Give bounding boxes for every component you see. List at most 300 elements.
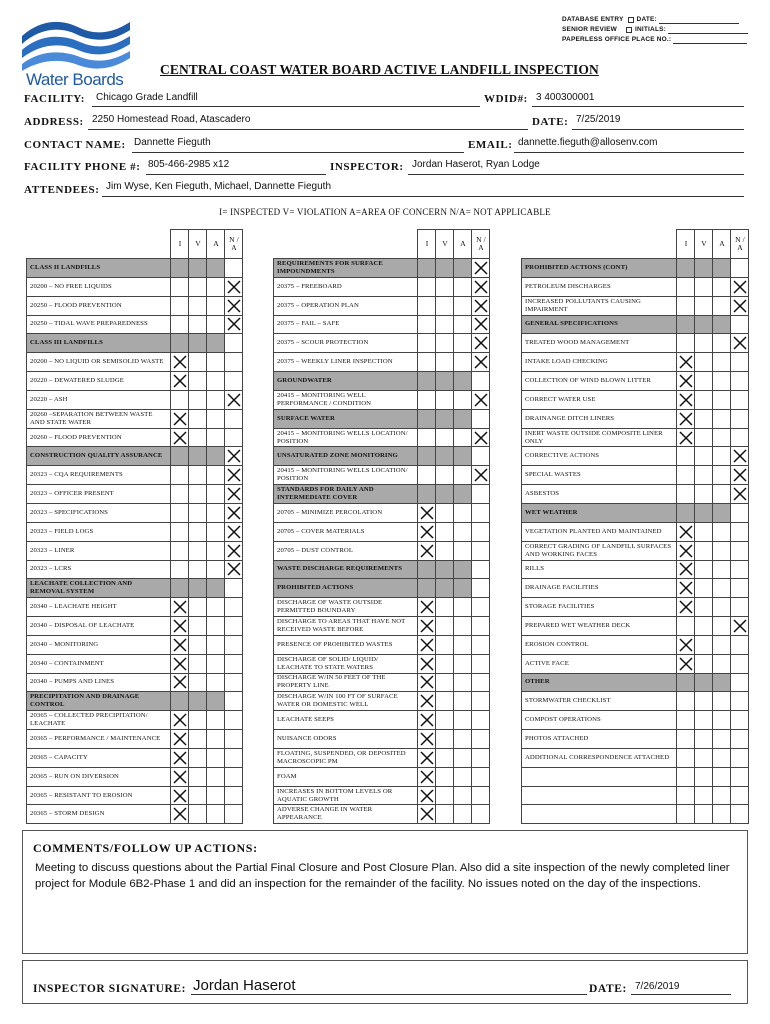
checkbox-i[interactable] [171,296,189,315]
checkbox-v[interactable] [189,635,207,654]
checkbox-v[interactable] [695,730,713,749]
checkbox-na[interactable] [731,560,749,579]
date-value[interactable]: 7/25/2019 [576,114,621,125]
checkbox-na[interactable] [472,635,490,654]
checkbox-i[interactable] [418,579,436,598]
checkbox-a[interactable] [207,579,225,598]
checkbox-i[interactable] [677,560,695,579]
checkbox-v[interactable] [695,277,713,296]
checkbox-na[interactable] [731,692,749,711]
checkbox-i[interactable] [418,315,436,334]
checkbox-v[interactable] [695,522,713,541]
checkbox-na[interactable] [225,617,243,636]
checkbox-i[interactable] [171,315,189,334]
checkbox-na[interactable] [472,730,490,749]
checkbox-a[interactable] [713,315,731,334]
checkbox-na[interactable] [731,654,749,673]
checkbox-a[interactable] [454,617,472,636]
checkbox-i[interactable] [171,711,189,730]
checkbox-na[interactable] [731,277,749,296]
checkbox-i[interactable] [171,466,189,485]
checkbox-a[interactable] [713,259,731,278]
checkbox-na[interactable] [225,767,243,786]
checkbox-v[interactable] [436,390,454,409]
checkbox-na[interactable] [472,315,490,334]
checkbox-i[interactable] [171,635,189,654]
checkbox-na[interactable] [225,522,243,541]
checkbox-na[interactable] [472,598,490,617]
checkbox-na[interactable] [472,560,490,579]
checkbox-v[interactable] [695,748,713,767]
checkbox-v[interactable] [189,673,207,692]
checkbox-a[interactable] [713,617,731,636]
checkbox-v[interactable] [436,617,454,636]
checkbox-v[interactable] [695,560,713,579]
checkbox-na[interactable] [225,579,243,598]
checkbox-i[interactable] [418,560,436,579]
checkbox-a[interactable] [207,786,225,805]
checkbox-i[interactable] [171,334,189,353]
checkbox-v[interactable] [695,259,713,278]
checkbox-v[interactable] [436,767,454,786]
checkbox-i[interactable] [418,503,436,522]
checkbox-a[interactable] [454,598,472,617]
checkbox-a[interactable] [207,673,225,692]
checkbox-a[interactable] [207,730,225,749]
checkbox-i[interactable] [418,409,436,428]
checkbox-i[interactable] [171,259,189,278]
checkbox-v[interactable] [436,447,454,466]
checkbox-na[interactable] [731,635,749,654]
checkbox-a[interactable] [207,447,225,466]
checkbox-na[interactable] [225,786,243,805]
checkbox-na[interactable] [731,805,749,824]
checkbox-na[interactable] [472,334,490,353]
checkbox-a[interactable] [713,447,731,466]
checkbox-na[interactable] [225,654,243,673]
checkbox-a[interactable] [713,730,731,749]
checkbox-v[interactable] [695,503,713,522]
checkbox-i[interactable] [171,730,189,749]
checkbox-na[interactable] [731,730,749,749]
contact-value[interactable]: Dannette Fieguth [134,137,211,148]
checkbox-a[interactable] [713,579,731,598]
checkbox-a[interactable] [454,315,472,334]
checkbox-v[interactable] [189,409,207,428]
checkbox-v[interactable] [436,485,454,504]
checkbox-na[interactable] [225,598,243,617]
checkbox-i[interactable] [677,767,695,786]
checkbox-v[interactable] [436,598,454,617]
checkbox-i[interactable] [418,711,436,730]
checkbox-v[interactable] [436,466,454,485]
checkbox-a[interactable] [207,654,225,673]
checkbox-a[interactable] [207,466,225,485]
checkbox-i[interactable] [677,730,695,749]
checkbox-v[interactable] [436,296,454,315]
checkbox-v[interactable] [189,617,207,636]
checkbox-v[interactable] [436,428,454,447]
checkbox-a[interactable] [207,617,225,636]
checkbox-a[interactable] [713,560,731,579]
inspector-value[interactable]: Jordan Haserot, Ryan Lodge [412,159,540,170]
checkbox-a[interactable] [207,372,225,391]
checkbox-na[interactable] [472,466,490,485]
checkbox-na[interactable] [472,692,490,711]
checkbox-i[interactable] [171,503,189,522]
checkbox-i[interactable] [677,353,695,372]
checkbox-na[interactable] [225,711,243,730]
checkbox-na[interactable] [731,259,749,278]
checkbox-v[interactable] [436,673,454,692]
checkbox-v[interactable] [436,748,454,767]
checkbox-i[interactable] [677,390,695,409]
checkbox-na[interactable] [472,711,490,730]
email-value[interactable]: dannette.fieguth@allosenv.com [518,137,658,148]
checkbox-v[interactable] [695,598,713,617]
checkbox-i[interactable] [418,635,436,654]
checkbox-v[interactable] [695,805,713,824]
checkbox-v[interactable] [695,466,713,485]
checkbox-na[interactable] [731,711,749,730]
checkbox-v[interactable] [695,579,713,598]
checkbox-na[interactable] [225,692,243,711]
checkbox-na[interactable] [472,428,490,447]
checkbox-a[interactable] [454,560,472,579]
checkbox-a[interactable] [454,786,472,805]
checkbox-a[interactable] [454,259,472,278]
checkbox-na[interactable] [472,296,490,315]
checkbox-v[interactable] [189,522,207,541]
checkbox-v[interactable] [436,353,454,372]
checkbox-v[interactable] [436,372,454,391]
checkbox-i[interactable] [171,353,189,372]
checkbox-i[interactable] [677,805,695,824]
checkbox-i[interactable] [677,503,695,522]
checkbox-na[interactable] [731,390,749,409]
checkbox-a[interactable] [454,485,472,504]
checkbox-na[interactable] [472,390,490,409]
checkbox-a[interactable] [207,692,225,711]
checkbox-v[interactable] [436,315,454,334]
checkbox-i[interactable] [677,673,695,692]
phone-value[interactable]: 805-466-2985 x12 [148,159,230,170]
checkbox-v[interactable] [436,503,454,522]
checkbox-na[interactable] [472,654,490,673]
checkbox-i[interactable] [418,654,436,673]
checkbox-i[interactable] [418,692,436,711]
checkbox-a[interactable] [713,466,731,485]
checkbox-a[interactable] [454,334,472,353]
checkbox-na[interactable] [472,579,490,598]
checkbox-a[interactable] [713,390,731,409]
checkbox-v[interactable] [436,692,454,711]
checkbox-i[interactable] [418,296,436,315]
checkbox-v[interactable] [436,541,454,560]
senior-review-checkbox[interactable] [626,27,632,33]
checkbox-a[interactable] [454,409,472,428]
checkbox-a[interactable] [454,277,472,296]
checkbox-v[interactable] [189,259,207,278]
checkbox-na[interactable] [225,541,243,560]
checkbox-i[interactable] [677,296,695,315]
checkbox-i[interactable] [171,390,189,409]
checkbox-v[interactable] [695,353,713,372]
checkbox-i[interactable] [418,259,436,278]
checkbox-v[interactable] [189,541,207,560]
checkbox-na[interactable] [731,409,749,428]
checkbox-i[interactable] [418,617,436,636]
checkbox-v[interactable] [436,730,454,749]
checkbox-v[interactable] [189,748,207,767]
checkbox-a[interactable] [207,635,225,654]
checkbox-a[interactable] [713,692,731,711]
checkbox-i[interactable] [677,466,695,485]
checkbox-i[interactable] [418,428,436,447]
checkbox-a[interactable] [454,579,472,598]
checkbox-v[interactable] [189,786,207,805]
checkbox-v[interactable] [436,805,454,824]
checkbox-i[interactable] [171,748,189,767]
checkbox-na[interactable] [472,503,490,522]
checkbox-i[interactable] [171,560,189,579]
checkbox-v[interactable] [189,711,207,730]
checkbox-i[interactable] [418,466,436,485]
checkbox-na[interactable] [472,617,490,636]
checkbox-na[interactable] [472,353,490,372]
checkbox-v[interactable] [189,805,207,824]
checkbox-i[interactable] [677,598,695,617]
checkbox-v[interactable] [695,541,713,560]
checkbox-na[interactable] [731,617,749,636]
checkbox-v[interactable] [189,730,207,749]
checkbox-i[interactable] [418,447,436,466]
checkbox-a[interactable] [207,428,225,447]
checkbox-na[interactable] [225,560,243,579]
checkbox-a[interactable] [454,353,472,372]
checkbox-v[interactable] [436,579,454,598]
checkbox-i[interactable] [171,598,189,617]
checkbox-na[interactable] [731,786,749,805]
checkbox-a[interactable] [713,786,731,805]
admin-date-line[interactable] [659,16,739,24]
checkbox-a[interactable] [207,805,225,824]
checkbox-a[interactable] [713,277,731,296]
checkbox-a[interactable] [207,522,225,541]
checkbox-a[interactable] [454,466,472,485]
checkbox-a[interactable] [454,635,472,654]
checkbox-v[interactable] [695,635,713,654]
checkbox-v[interactable] [189,353,207,372]
checkbox-a[interactable] [207,711,225,730]
checkbox-i[interactable] [171,673,189,692]
checkbox-i[interactable] [171,805,189,824]
checkbox-na[interactable] [225,296,243,315]
checkbox-v[interactable] [695,296,713,315]
checkbox-a[interactable] [207,485,225,504]
checkbox-a[interactable] [454,503,472,522]
checkbox-i[interactable] [171,485,189,504]
checkbox-v[interactable] [695,428,713,447]
checkbox-v[interactable] [189,485,207,504]
checkbox-a[interactable] [713,598,731,617]
checkbox-a[interactable] [207,767,225,786]
checkbox-na[interactable] [731,466,749,485]
checkbox-na[interactable] [731,541,749,560]
checkbox-v[interactable] [189,447,207,466]
checkbox-a[interactable] [713,428,731,447]
checkbox-na[interactable] [731,767,749,786]
checkbox-a[interactable] [454,390,472,409]
checkbox-v[interactable] [189,428,207,447]
checkbox-i[interactable] [418,748,436,767]
checkbox-na[interactable] [731,748,749,767]
paperless-line[interactable] [673,36,747,44]
checkbox-i[interactable] [171,372,189,391]
checkbox-a[interactable] [454,711,472,730]
checkbox-na[interactable] [225,503,243,522]
checkbox-v[interactable] [695,372,713,391]
checkbox-na[interactable] [731,447,749,466]
checkbox-v[interactable] [695,334,713,353]
checkbox-v[interactable] [695,767,713,786]
checkbox-na[interactable] [731,372,749,391]
checkbox-a[interactable] [207,296,225,315]
checkbox-i[interactable] [677,409,695,428]
checkbox-i[interactable] [171,541,189,560]
checkbox-i[interactable] [418,334,436,353]
checkbox-v[interactable] [436,786,454,805]
checkbox-na[interactable] [472,767,490,786]
checkbox-na[interactable] [225,428,243,447]
checkbox-a[interactable] [454,654,472,673]
checkbox-v[interactable] [189,692,207,711]
checkbox-v[interactable] [189,315,207,334]
checkbox-v[interactable] [189,767,207,786]
checkbox-i[interactable] [677,277,695,296]
checkbox-na[interactable] [225,805,243,824]
checkbox-a[interactable] [454,522,472,541]
checkbox-i[interactable] [677,748,695,767]
checkbox-i[interactable] [677,692,695,711]
checkbox-i[interactable] [677,447,695,466]
checkbox-i[interactable] [677,372,695,391]
checkbox-i[interactable] [418,598,436,617]
checkbox-v[interactable] [436,277,454,296]
checkbox-na[interactable] [472,673,490,692]
checkbox-v[interactable] [436,560,454,579]
checkbox-i[interactable] [171,409,189,428]
checkbox-i[interactable] [171,277,189,296]
checkbox-a[interactable] [207,503,225,522]
checkbox-a[interactable] [713,654,731,673]
checkbox-na[interactable] [225,485,243,504]
checkbox-a[interactable] [207,390,225,409]
checkbox-v[interactable] [436,635,454,654]
checkbox-v[interactable] [695,485,713,504]
checkbox-na[interactable] [225,748,243,767]
checkbox-v[interactable] [695,673,713,692]
checkbox-i[interactable] [171,767,189,786]
checkbox-v[interactable] [189,296,207,315]
checkbox-na[interactable] [225,277,243,296]
checkbox-a[interactable] [713,296,731,315]
checkbox-na[interactable] [472,805,490,824]
checkbox-v[interactable] [695,315,713,334]
checkbox-i[interactable] [418,390,436,409]
checkbox-a[interactable] [454,748,472,767]
checkbox-na[interactable] [472,748,490,767]
comments-text[interactable]: Meeting to discuss questions about the Partial Final Closure and Post Closure Plan. Also did a site inspection of the newly completed liner project for Module 6B2-Phase 1 and did an inspection for the remainder of the facility. No issues noted on the day of the inspections. [35,862,730,890]
checkbox-a[interactable] [207,409,225,428]
checkbox-a[interactable] [713,711,731,730]
checkbox-i[interactable] [171,447,189,466]
checkbox-i[interactable] [171,428,189,447]
checkbox-a[interactable] [207,748,225,767]
checkbox-na[interactable] [225,259,243,278]
checkbox-a[interactable] [207,277,225,296]
checkbox-na[interactable] [225,353,243,372]
initials-line[interactable] [668,26,748,34]
checkbox-a[interactable] [207,353,225,372]
checkbox-i[interactable] [171,786,189,805]
checkbox-na[interactable] [472,277,490,296]
checkbox-i[interactable] [418,372,436,391]
checkbox-na[interactable] [731,503,749,522]
signature-name[interactable]: Jordan Haserot [193,977,296,994]
checkbox-a[interactable] [713,541,731,560]
checkbox-v[interactable] [695,617,713,636]
checkbox-a[interactable] [454,447,472,466]
checkbox-i[interactable] [418,485,436,504]
checkbox-i[interactable] [677,428,695,447]
checkbox-i[interactable] [171,522,189,541]
checkbox-v[interactable] [695,711,713,730]
checkbox-i[interactable] [677,541,695,560]
checkbox-na[interactable] [225,334,243,353]
checkbox-na[interactable] [472,372,490,391]
checkbox-a[interactable] [713,522,731,541]
checkbox-a[interactable] [713,503,731,522]
checkbox-v[interactable] [189,503,207,522]
checkbox-v[interactable] [695,390,713,409]
checkbox-a[interactable] [713,673,731,692]
checkbox-v[interactable] [436,711,454,730]
checkbox-a[interactable] [454,428,472,447]
checkbox-a[interactable] [713,767,731,786]
checkbox-na[interactable] [225,466,243,485]
checkbox-na[interactable] [472,409,490,428]
checkbox-v[interactable] [189,598,207,617]
checkbox-i[interactable] [171,579,189,598]
checkbox-v[interactable] [189,560,207,579]
checkbox-na[interactable] [472,447,490,466]
checkbox-i[interactable] [677,259,695,278]
checkbox-na[interactable] [472,485,490,504]
checkbox-na[interactable] [731,428,749,447]
checkbox-i[interactable] [677,522,695,541]
checkbox-a[interactable] [207,334,225,353]
checkbox-a[interactable] [207,315,225,334]
checkbox-a[interactable] [713,805,731,824]
checkbox-na[interactable] [472,259,490,278]
checkbox-a[interactable] [207,259,225,278]
checkbox-i[interactable] [418,805,436,824]
checkbox-na[interactable] [731,485,749,504]
checkbox-na[interactable] [225,673,243,692]
checkbox-v[interactable] [436,259,454,278]
checkbox-na[interactable] [731,522,749,541]
